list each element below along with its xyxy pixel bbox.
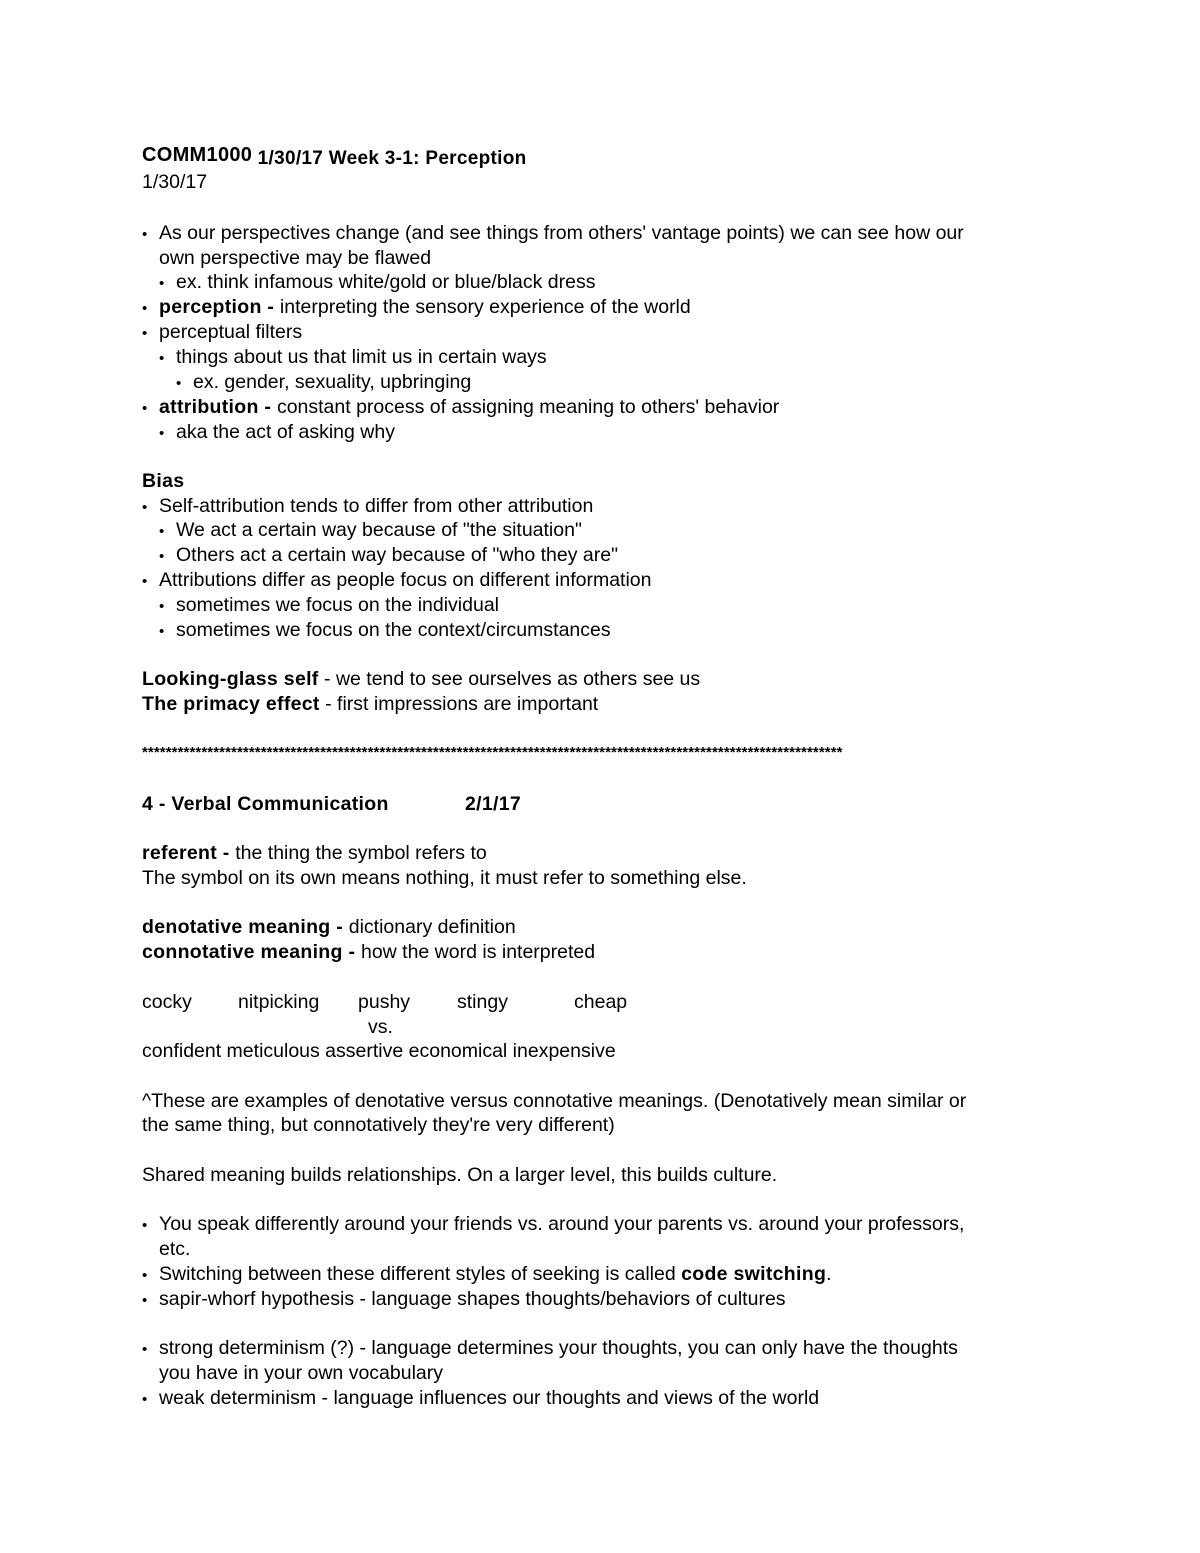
bullet-icon: • bbox=[159, 523, 165, 540]
term-attribution: attribution - bbox=[159, 396, 277, 418]
word-negative: cheap bbox=[574, 991, 628, 1013]
section-heading-verbal: 4 - Verbal Communication bbox=[142, 793, 389, 815]
example-note: ^These are examples of denotative versus connotative meanings. (Denotatively mean similar or bbox=[142, 1090, 967, 1112]
list-item-continuation: own perspective may be flawed bbox=[159, 247, 432, 269]
course-code: COMM1000 bbox=[142, 144, 253, 166]
bullet-icon: • bbox=[142, 1267, 148, 1284]
bullet-icon: • bbox=[142, 1341, 148, 1358]
bullet-icon: • bbox=[159, 425, 165, 442]
page-header bbox=[142, 143, 527, 168]
list-item: • Attributions differ as people focus on different information bbox=[142, 568, 652, 594]
bullet-icon: • bbox=[159, 623, 165, 640]
term-perception: perception - bbox=[159, 296, 280, 318]
list-item: • sapir-whorf hypothesis - language shapes thoughts/behaviors of cultures bbox=[142, 1287, 786, 1313]
bullet-icon: • bbox=[142, 1292, 148, 1309]
symbol-line: The symbol on its own means nothing, it must refer to something else. bbox=[142, 867, 747, 889]
bullet-icon: • bbox=[176, 375, 182, 392]
list-item: • strong determinism (?) - language determines your thoughts, you can only have the thoughts bbox=[142, 1336, 958, 1362]
list-item: • weak determinism - language influences our thoughts and views of the world bbox=[142, 1386, 819, 1412]
positive-words: confident meticulous assertive economical inexpensive bbox=[142, 1040, 616, 1062]
definition-looking-glass: Looking-glass self - we tend to see ourselves as others see us bbox=[142, 668, 701, 690]
definition-denotative: denotative meaning - dictionary definition bbox=[142, 916, 516, 938]
word-negative: nitpicking bbox=[238, 991, 320, 1013]
list-item: • perceptual filters bbox=[142, 320, 302, 346]
bullet-icon: • bbox=[159, 275, 165, 292]
term-code-switching: code switching bbox=[681, 1263, 827, 1285]
list-item-continuation: etc. bbox=[159, 1238, 191, 1260]
definition-primacy: The primacy effect - first impressions are important bbox=[142, 693, 599, 715]
separator: ********************************************************************************************************************** bbox=[142, 744, 843, 761]
bullet-icon: • bbox=[142, 226, 148, 243]
bullet-icon: • bbox=[142, 499, 148, 516]
list-item: • Switching between these different styles of seeking is called code switching. bbox=[142, 1262, 832, 1288]
bullet-icon: • bbox=[142, 573, 148, 590]
list-item: • attribution - constant process of assigning meaning to others' behavior bbox=[142, 395, 779, 421]
list-item: • As our perspectives change (and see things from others' vantage points) we can see how our bbox=[142, 221, 964, 247]
page-title: 1/30/17 Week 3-1: Perception bbox=[257, 148, 527, 169]
list-item: • perception - interpreting the sensory experience of the world bbox=[142, 295, 691, 321]
list-item: • Self-attribution tends to differ from other attribution bbox=[142, 494, 593, 520]
list-item: • aka the act of asking why bbox=[159, 420, 395, 446]
bullet-icon: • bbox=[142, 400, 148, 417]
section-heading-bias: Bias bbox=[142, 470, 185, 492]
word-negative: stingy bbox=[457, 991, 508, 1013]
list-item: • sometimes we focus on the context/circumstances bbox=[159, 618, 611, 644]
shared-meaning: Shared meaning builds relationships. On a larger level, this builds culture. bbox=[142, 1164, 778, 1186]
example-note-continuation: the same thing, but connotatively they're very different) bbox=[142, 1114, 615, 1136]
vs-label: vs. bbox=[368, 1016, 393, 1038]
list-item: • We act a certain way because of "the situation" bbox=[159, 518, 582, 544]
bullet-icon: • bbox=[142, 1391, 148, 1408]
list-item: • Others act a certain way because of "who they are" bbox=[159, 543, 618, 569]
section-date: 2/1/17 bbox=[465, 793, 522, 815]
bullet-icon: • bbox=[159, 350, 165, 367]
list-item: • ex. gender, sexuality, upbringing bbox=[176, 370, 471, 396]
bullet-icon: • bbox=[142, 300, 148, 317]
bullet-icon: • bbox=[159, 598, 165, 615]
list-item: • You speak differently around your friends vs. around your parents vs. around your professors, bbox=[142, 1212, 964, 1238]
header-date: 1/30/17 bbox=[142, 171, 208, 193]
list-item: • sometimes we focus on the individual bbox=[159, 593, 499, 619]
bullet-icon: • bbox=[142, 325, 148, 342]
word-negative: pushy bbox=[358, 991, 411, 1013]
list-item: • ex. think infamous white/gold or blue/black dress bbox=[159, 270, 595, 296]
word-negative: cocky bbox=[142, 991, 192, 1013]
definition-referent: referent - the thing the symbol refers to bbox=[142, 842, 487, 864]
list-item: • things about us that limit us in certain ways bbox=[159, 345, 547, 371]
list-item-continuation: you have in your own vocabulary bbox=[159, 1362, 443, 1384]
bullet-icon: • bbox=[142, 1217, 148, 1234]
definition-connotative: connotative meaning - how the word is interpreted bbox=[142, 941, 596, 963]
bullet-icon: • bbox=[159, 548, 165, 565]
